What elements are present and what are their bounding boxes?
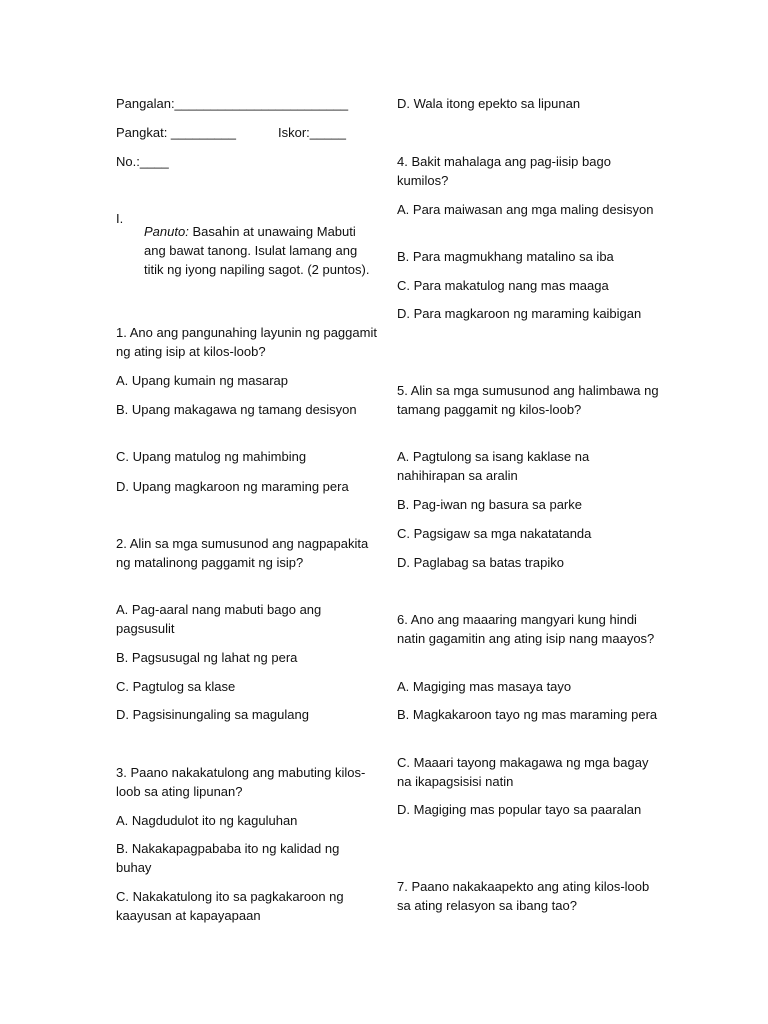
question-3-choice-d: D. Wala itong epekto sa lipunan	[397, 96, 581, 111]
question-5-choice-c: C. Pagsigaw sa mga nakatatanda	[397, 526, 592, 541]
question-4-stem: 4. Bakit mahalaga ang pag-iisip bago kumilos?	[397, 154, 611, 188]
question-3-choice-c: C. Nakakatulong ito sa pagkakaroon ng kaayusan at kapayapaan	[116, 889, 344, 923]
name-field-label: Pangalan:________________________	[116, 96, 349, 111]
question-5-choice-a: A. Pagtulong sa isang kaklase na nahihirapan sa aralin	[397, 449, 590, 483]
question-6-choice-a: A. Magiging mas masaya tayo	[397, 679, 572, 694]
question-3-choice-a: A. Nagdudulot ito ng kaguluhan	[116, 813, 298, 828]
question-3-choice-b: B. Nakakapagpababa ito ng kalidad ng buhay	[116, 841, 340, 875]
score-field-label: Iskor:_____	[278, 125, 346, 140]
question-2-stem: 2. Alin sa mga sumusunod ang nagpapakita ng matalinong paggamit ng isip?	[116, 536, 369, 570]
question-4-choice-d: D. Para magkaroon ng maraming kaibigan	[397, 306, 642, 321]
instructions-text	[144, 222, 374, 279]
question-2-choice-d: D. Pagsisinungaling sa magulang	[116, 707, 309, 722]
question-5-stem: 5. Alin sa mga sumusunod ang halimbawa ng tamang paggamit ng kilos-loob?	[397, 383, 659, 417]
question-7-stem: 7. Paano nakakaapekto ang ating kilos-loob sa ating relasyon sa ibang tao?	[397, 879, 650, 913]
instructions-lead: Panuto:	[144, 224, 189, 239]
question-1-choice-d: D. Upang magkaroon ng maraming pera	[116, 479, 349, 494]
number-field-label: No.:____	[116, 154, 169, 169]
question-6-choice-c: C. Maaari tayong makagawa ng mga bagay na ikapagsisisi natin	[397, 755, 649, 789]
question-1-choice-b: B. Upang makagawa ng tamang desisyon	[116, 402, 357, 417]
question-5-choice-b: B. Pag-iwan ng basura sa parke	[397, 497, 582, 512]
question-6-choice-b: B. Magkakaroon tayo ng mas maraming pera	[397, 707, 658, 722]
question-4-choice-c: C. Para makatulog nang mas maaga	[397, 278, 609, 293]
instructions-numeral: I.	[116, 211, 124, 226]
question-3-stem: 3. Paano nakakatulong ang mabuting kilos-loob sa ating lipunan?	[116, 765, 366, 799]
question-2-choice-a: A. Pag-aaral nang mabuti bago ang pagsusulit	[116, 602, 322, 636]
question-2-choice-c: C. Pagtulog sa klase	[116, 679, 236, 694]
question-4-choice-b: B. Para magmukhang matalino sa iba	[397, 249, 614, 264]
question-5-choice-d: D. Paglabag sa batas trapiko	[397, 555, 564, 570]
instructions-body: Basahin at unawaing Mabuti ang bawat tanong. Isulat lamang ang titik ng iyong napiling sagot. (2 puntos).	[144, 224, 370, 277]
question-2-choice-b: B. Pagsusugal ng lahat ng pera	[116, 650, 298, 665]
question-6-choice-d: D. Magiging mas popular tayo sa paaralan	[397, 802, 642, 817]
group-field-label: Pangkat: _________	[116, 125, 236, 140]
question-4-choice-a: A. Para maiwasan ang mga maling desisyon	[397, 202, 654, 217]
question-1-stem: 1. Ano ang pangunahing layunin ng paggamit ng ating isip at kilos-loob?	[116, 325, 377, 359]
question-1-choice-a: A. Upang kumain ng masarap	[116, 373, 288, 388]
question-1-choice-c: C. Upang matulog ng mahimbing	[116, 449, 307, 464]
question-6-stem: 6. Ano ang maaaring mangyari kung hindi natin gagamitin ang ating isip nang maayos?	[397, 612, 655, 646]
